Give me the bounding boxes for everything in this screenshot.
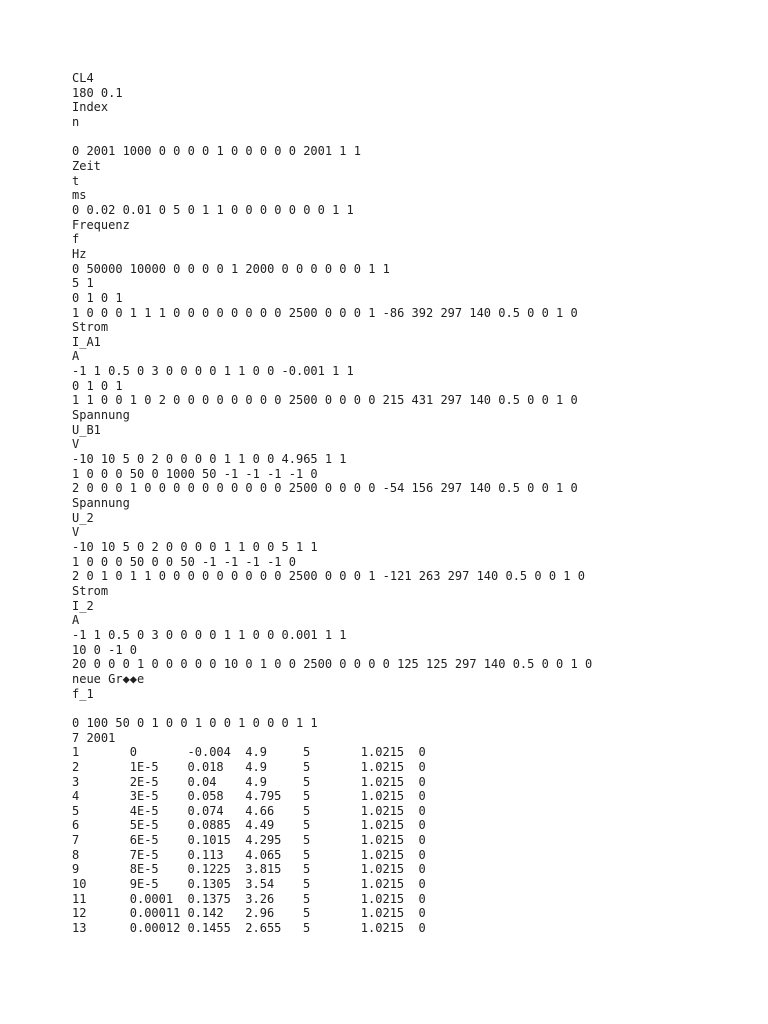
table-cell: 1.0215	[360, 906, 405, 921]
header-lines	[72, 71, 752, 745]
table-cell: 0	[418, 803, 426, 818]
table-cell: 3.815	[245, 862, 282, 877]
text-line: U_B1	[72, 422, 101, 437]
table-cell: 1.0215	[360, 745, 405, 760]
table-cell: 4.795	[245, 789, 282, 804]
table-row	[72, 745, 752, 760]
table-cell: 1.0215	[360, 803, 405, 818]
table-cell: 4.065	[245, 847, 282, 862]
table-cell: 0.1225	[187, 862, 231, 877]
table-cell: 3.54	[245, 877, 275, 892]
table-cell: 0.00011	[129, 906, 181, 921]
table-cell: 0	[418, 921, 426, 936]
table-cell: 6	[72, 818, 80, 833]
text-line: -1 1 0.5 0 3 0 0 0 0 1 1 0 0 0.001 1 1	[72, 627, 347, 642]
table-cell: -0.004	[187, 745, 231, 760]
text-line: 0 50000 10000 0 0 0 0 1 2000 0 0 0 0 0 0 1 1	[72, 261, 390, 276]
table-cell: 0.113	[187, 847, 224, 862]
table-row	[72, 921, 752, 936]
table-cell: 5	[303, 833, 311, 848]
text-line: 0 2001 1000 0 0 0 0 1 0 0 0 0 0 2001 1 1	[72, 144, 361, 159]
table-cell: 1.0215	[360, 833, 405, 848]
text-line: Spannung	[72, 408, 130, 423]
table-cell: 1.0215	[360, 774, 405, 789]
text-line: 1 1 0 0 1 0 2 0 0 0 0 0 0 0 0 2500 0 0 0 0 215 431 297 140 0.5 0 0 1 0	[72, 393, 578, 408]
table-cell: 0.1015	[187, 833, 231, 848]
table-cell: 13	[72, 921, 87, 936]
table-cell: 5	[303, 906, 311, 921]
table-cell: 0	[418, 818, 426, 833]
table-cell: 1.0215	[360, 891, 405, 906]
text-line: V	[72, 525, 80, 540]
table-cell: 0.04	[187, 774, 217, 789]
table-cell: 0.1305	[187, 877, 231, 892]
table-cell: 0.00012	[129, 921, 181, 936]
text-line: Zeit	[72, 158, 101, 173]
table-cell: 3	[72, 774, 80, 789]
text-line: 10 0 -1 0	[72, 642, 138, 657]
table-cell: 0	[418, 862, 426, 877]
table-row	[72, 818, 752, 833]
table-cell: 2E-5	[129, 774, 159, 789]
table-cell: 4.49	[245, 818, 275, 833]
text-line: 0 1 0 1	[72, 290, 123, 305]
table-cell: 1.0215	[360, 877, 405, 892]
table-cell: 0.0885	[187, 818, 231, 833]
text-line: -10 10 5 0 2 0 0 0 0 1 1 0 0 5 1 1	[72, 540, 318, 554]
table-cell: 5	[303, 774, 311, 789]
table-cell: 1.0215	[360, 789, 405, 804]
table-cell: 4.66	[245, 803, 275, 818]
table-cell: 0	[418, 833, 426, 848]
text-line: f_1	[72, 686, 94, 701]
text-line: 1 0 0 0 1 1 1 0 0 0 0 0 0 0 0 2500 0 0 0 1 -86 392 297 140 0.5 0 0 1 0	[72, 305, 578, 320]
text-line: 20 0 0 0 1 0 0 0 0 0 10 0 1 0 0 2500 0 0 0 0 125 125 297 140 0.5 0 0 1 0	[72, 657, 593, 672]
table-cell: 5	[72, 803, 80, 818]
table-cell: 4.9	[245, 759, 267, 774]
table-cell: 2.655	[245, 921, 282, 936]
table-cell: 4E-5	[129, 803, 159, 818]
table-cell: 8	[72, 847, 80, 862]
table-cell: 0.1375	[187, 891, 231, 906]
table-cell: 4.295	[245, 833, 282, 848]
text-line: Spannung	[72, 496, 130, 511]
table-cell: 12	[72, 906, 87, 921]
table-cell: 4.9	[245, 774, 267, 789]
table-cell: 7E-5	[129, 847, 159, 862]
table-cell: 5	[303, 759, 311, 774]
table-cell: 0.018	[187, 759, 224, 774]
table-cell: 10	[72, 877, 87, 892]
table-cell: 6E-5	[129, 833, 159, 848]
table-cell: 8E-5	[129, 862, 159, 877]
table-cell: 0	[418, 847, 426, 862]
table-cell: 5	[303, 803, 311, 818]
text-line: ms	[72, 188, 87, 203]
text-line: A	[72, 349, 80, 364]
table-cell: 5	[303, 862, 311, 877]
text-line: Index	[72, 100, 109, 115]
text-line: 2 0 1 0 1 1 0 0 0 0 0 0 0 0 0 2500 0 0 0 1 -121 263 297 140 0.5 0 0 1 0	[72, 569, 585, 584]
table-cell: 0	[418, 891, 426, 906]
text-line: 1 0 0 0 50 0 1000 50 -1 -1 -1 -1 0	[72, 466, 318, 481]
document-text	[72, 71, 752, 936]
table-cell: 0	[418, 759, 426, 774]
table-cell: 5	[303, 789, 311, 804]
table-cell: 1.0215	[360, 862, 405, 877]
text-line: CL4	[72, 71, 94, 85]
table-cell: 5E-5	[129, 818, 159, 833]
text-line: I_A1	[72, 334, 101, 349]
table-row	[72, 848, 752, 863]
table-cell: 0	[418, 877, 426, 892]
text-line: I_2	[72, 598, 94, 613]
text-line: 5 1	[72, 276, 94, 291]
table-cell: 2	[72, 759, 80, 774]
text-line: f	[72, 232, 80, 247]
text-line: A	[72, 613, 80, 628]
text-line	[72, 701, 752, 716]
table-cell: 0	[418, 774, 426, 789]
table-cell: 3.26	[245, 891, 275, 906]
text-line: 7 2001	[72, 730, 116, 745]
table-cell: 0	[418, 745, 426, 760]
table-cell: 1.0215	[360, 847, 405, 862]
text-line: 1 0 0 0 50 0 0 50 -1 -1 -1 -1 0	[72, 554, 296, 569]
data-table	[72, 745, 752, 936]
table-cell: 0.074	[187, 803, 224, 818]
table-cell: 5	[303, 818, 311, 833]
text-line: U_2	[72, 510, 94, 525]
text-line: V	[72, 437, 80, 452]
table-row	[72, 862, 752, 877]
table-cell: 0.0001	[129, 891, 174, 906]
table-cell: 9	[72, 862, 80, 877]
text-line: Hz	[72, 246, 87, 261]
table-cell: 0	[418, 906, 426, 921]
text-line: Strom	[72, 320, 109, 335]
text-line: Strom	[72, 583, 109, 598]
table-cell: 0.058	[187, 789, 224, 804]
table-cell: 3E-5	[129, 789, 159, 804]
table-cell: 5	[303, 877, 311, 892]
text-line: -10 10 5 0 2 0 0 0 0 1 1 0 0 4.965 1 1	[72, 452, 347, 467]
table-cell: 0.1455	[187, 921, 231, 936]
table-cell: 5	[303, 847, 311, 862]
table-cell: 4.9	[245, 745, 267, 760]
text-line: 0 100 50 0 1 0 0 1 0 0 1 0 0 0 1 1	[72, 715, 318, 730]
text-line: 0 1 0 1	[72, 378, 123, 393]
text-line: n	[72, 114, 80, 129]
text-line: 180 0.1	[72, 85, 123, 100]
text-line	[72, 130, 752, 145]
text-line: -1 1 0.5 0 3 0 0 0 0 1 1 0 0 -0.001 1 1	[72, 364, 354, 379]
table-cell: 5	[303, 921, 311, 936]
table-cell: 9E-5	[129, 877, 159, 892]
table-row	[72, 760, 752, 775]
text-line: 0 0.02 0.01 0 5 0 1 1 0 0 0 0 0 0 0 1 1	[72, 202, 354, 217]
table-row	[72, 789, 752, 804]
text-line: neue Gr◆◆e	[72, 671, 145, 686]
table-cell: 5	[303, 745, 311, 760]
table-cell: 2.96	[245, 906, 275, 921]
table-cell: 1	[72, 745, 80, 760]
table-cell: 7	[72, 833, 80, 848]
table-cell: 1.0215	[360, 759, 405, 774]
table-cell: 5	[303, 891, 311, 906]
table-row	[72, 906, 752, 921]
table-cell: 11	[72, 891, 87, 906]
table-cell: 4	[72, 789, 80, 804]
table-row	[72, 892, 752, 907]
table-cell: 0	[418, 789, 426, 804]
table-cell: 1.0215	[360, 921, 405, 936]
table-cell: 1E-5	[129, 759, 159, 774]
table-row	[72, 775, 752, 790]
table-cell: 0.142	[187, 906, 224, 921]
table-row	[72, 877, 752, 892]
table-row	[72, 804, 752, 819]
table-row	[72, 833, 752, 848]
text-line: t	[72, 173, 80, 188]
text-line: 2 0 0 0 1 0 0 0 0 0 0 0 0 0 0 2500 0 0 0 0 -54 156 297 140 0.5 0 0 1 0	[72, 481, 578, 496]
text-line: Frequenz	[72, 217, 130, 232]
table-cell: 1.0215	[360, 818, 405, 833]
table-cell: 0	[129, 745, 137, 760]
